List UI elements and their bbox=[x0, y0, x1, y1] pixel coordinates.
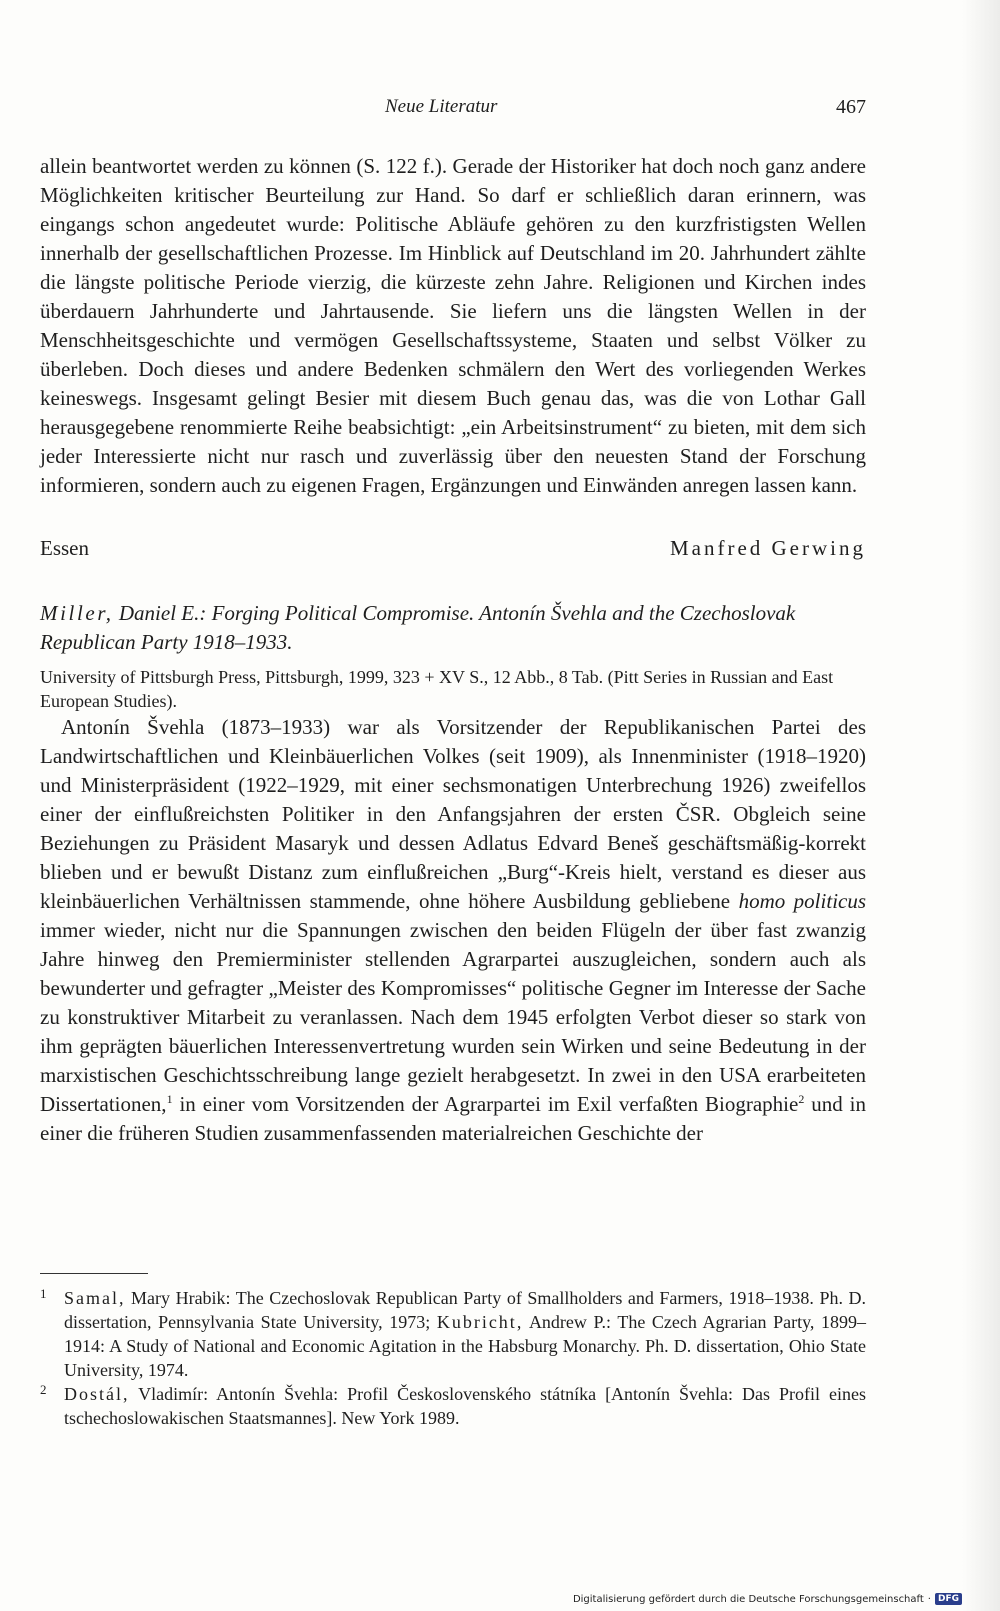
footnote-author: Samal, bbox=[64, 1288, 126, 1308]
digitization-credit: Digitalisierung gefördert durch die Deutsche Forschungsgemeinschaft · DFG bbox=[573, 1593, 962, 1605]
footnote-divider bbox=[40, 1273, 148, 1274]
review2-title: Daniel E.: Forging Political Compromise. Antonín Švehla and the Czechoslovak Republican Party 1918–1933. bbox=[40, 601, 796, 654]
review1-reviewer: Manfred Gerwing bbox=[669, 536, 866, 560]
footnotes bbox=[40, 1286, 866, 1430]
running-head: Neue Literatur bbox=[385, 96, 498, 117]
footnote-author: Kubricht, bbox=[436, 1312, 524, 1332]
page-body bbox=[40, 152, 866, 1148]
credit-text: Digitalisierung gefördert durch die Deutsche Forschungsgemeinschaft bbox=[572, 1593, 924, 1605]
footnote-number: 2 bbox=[40, 1382, 47, 1397]
footnote-2 bbox=[40, 1382, 866, 1430]
dfg-logo-icon: DFG bbox=[935, 1593, 962, 1605]
scan-shadow-edge bbox=[962, 0, 1000, 1611]
review2-text-part3: in einer vom Vorsitzenden der Agrarpartei im Exil verfaßten Biographie bbox=[179, 1092, 799, 1116]
footnote-number: 1 bbox=[40, 1286, 47, 1301]
footnote-author: Dostál, bbox=[64, 1384, 130, 1404]
footnote-text: Andrew P.: The Czech Agrarian Party, 1899–1914: A Study of National and Economic Agitation in the Habsburg Monarchy. Ph. D. dissertation, Ohio State University, 1974. bbox=[64, 1312, 867, 1380]
review2-text-part1: Antonín Švehla (1873–1933) war als Vorsitzender der Republikanischen Partei des Landwirtschaftlichen und Kleinbäuerlichen Volkes (seit 1909), als Innenminister (1918–1920) und Ministerpräsident (1922–1929, mit einer sechsmonatigen Unterbrechung 1926) zweifellos einer der einflußreichsten Politiker in den Anfangsjahren der ersten ČSR. Obgleich seine Beziehungen zu Präsident Masaryk und dessen Adlatus Edvard Beneš geschäftsmäßig-korrekt blieben und er bewußt Distanz zum einflußreichen „Burg“-Kreis hielt, verstand es dieser aus kleinbäuerlichen Verhältnissen stammende, ohne höhere Ausbildung gebliebene bbox=[40, 715, 866, 913]
review1-continuation: allein beantwortet werden zu können (S. 122 f.). Gerade der Historiker hat doch noch ganz andere Möglichkeiten kritischer Beurteilung zur Hand. So darf er schließlich daran erinnern, was eingangs schon angedeutet wurde: Politische Abläufe gehören zu den kurzfristigsten Wellen innerhalb der gesellschaftlichen Prozesse. Im Hinblick auf Deutschland im 20. Jahrhundert zählte die längste politische Periode vierzig, die kürzeste zehn Jahre. Religionen und Kirchen indes überdauern Jahrhunderte und Jahrtausende. Sie liefern uns die längsten Wellen in der Menschheitsgeschichte und vermögen Gesellschaftssysteme, Staaten und selbst Völker zu überleben. Doch dieses und andere Bedenken schmälern den Wert des vorliegenden Werkes keineswegs. Insgesamt gelingt Besier mit diesem Buch genau das, was die von Lothar Gall herausgegebene renommierte Reihe beabsichtigt: „ein Arbeitsinstrument“ zu bieten, mit dem sich jeder Interessierte nicht nur rasch und zuverlässig über den neuesten Stand der Forschung informieren, sondern auch zu eigenen Fragen, Ergänzungen und Einwänden anregen lassen kann. bbox=[40, 154, 866, 497]
footnote-text: Vladimír: Antonín Švehla: Profil Československého státníka [Antonín Švehla: Das Profil eines tschechoslowakischen Staatsmannes]. New York 1989. bbox=[64, 1384, 866, 1428]
page-number: 467 bbox=[836, 96, 866, 118]
review2-text-part4: und in einer die früheren Studien zusammenfassenden materialreichen Geschichte der bbox=[40, 1092, 866, 1145]
footnote-text: Mary Hrabik: The Czechoslovak Republican Party of Smallholders and Farmers, 1918–1938. Ph. D. dissertation, Pennsylvania State University, 1973; bbox=[64, 1288, 867, 1332]
review2-publication: University of Pittsburgh Press, Pittsburgh, 1999, 323 + XV S., 12 Abb., 8 Tab. (Pitt Series in Russian and East European Studies). bbox=[40, 667, 834, 711]
review1-signature bbox=[40, 534, 866, 563]
footnote-1 bbox=[40, 1286, 866, 1382]
footnote-ref-2[interactable]: 2 bbox=[798, 1092, 805, 1106]
review2-text-part2: immer wieder, nicht nur die Spannungen zwischen den beiden Flügeln der über fast zwanzig Jahre hinweg den Premierminister stellenden Agrarpartei auszugleichen, sondern auch als bewunderter und gefragter „Meister des Kompromisses“ politische Gegner im Interesse der Sache zu konstruktiver Mitarbeit zu veranlassen. Nach dem 1945 erfolgten Verbot dieser so stark von ihm geprägten bäuerlichen Interessenvertretung wurden sein Wirken und seine Bedeutung in der marxistischen Geschichtsschreibung lange gezielt herabgesetzt. In zwei in den USA erarbeiteten Dissertationen, bbox=[40, 918, 866, 1116]
review2-book-title bbox=[40, 599, 866, 657]
review2-text-emph: homo politicus bbox=[738, 889, 867, 913]
review1-place: Essen bbox=[40, 536, 89, 560]
footnote-ref-1[interactable]: 1 bbox=[166, 1092, 173, 1106]
page-header bbox=[40, 96, 866, 126]
review2-text bbox=[40, 713, 866, 1148]
review2-author: Miller, bbox=[40, 601, 114, 625]
